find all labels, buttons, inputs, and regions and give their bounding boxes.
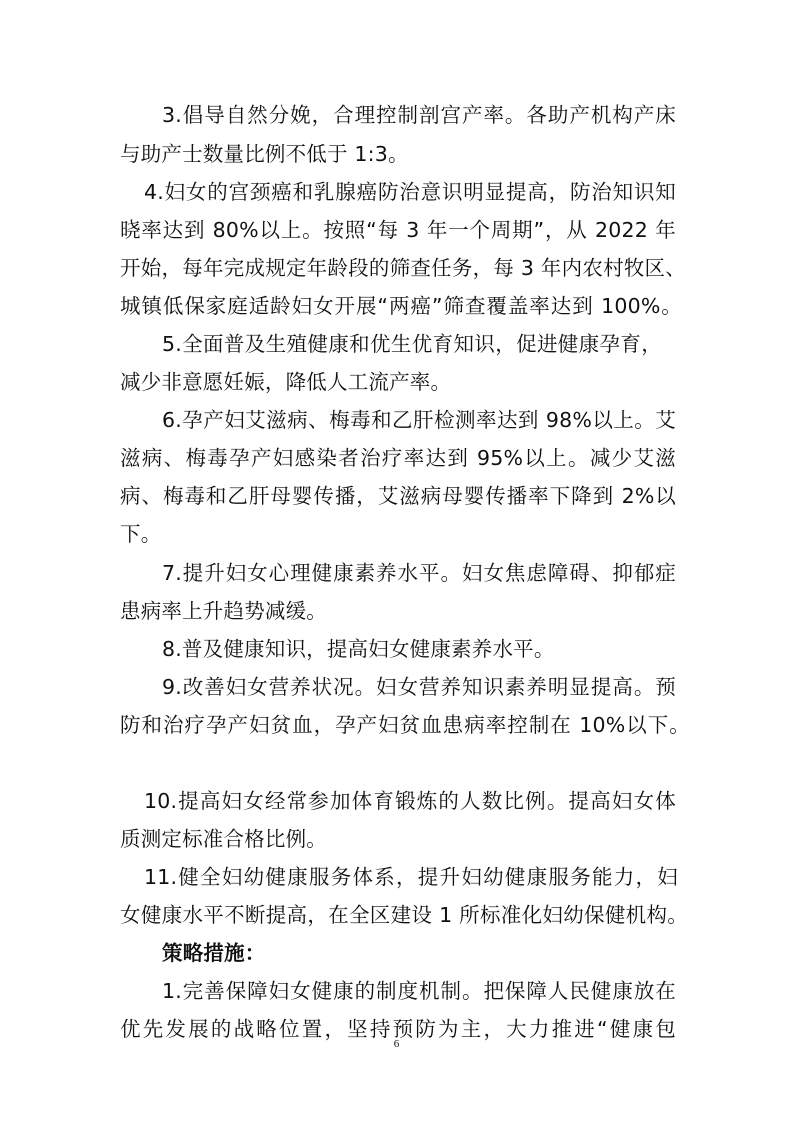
text-line-5: 开始，每年完成规定年龄段的筛查任务，每 3 年内农村牧区、 <box>120 256 686 280</box>
text-line-20: 11.健全妇幼健康服务体系，提升妇幼健康服务能力，妇 <box>144 865 678 889</box>
text-line-16: 9.改善妇女营养状况。妇女营养知识素养明显提高。预 <box>162 675 676 699</box>
text-line-9: 6.孕产妇艾滋病、梅毒和乙肝检测率达到 98%以上。艾 <box>162 408 676 432</box>
text-line-18: 10.提高妇女经常参加体育锻炼的人数比例。提高妇女体 <box>144 789 676 813</box>
text-line-13: 7.提升妇女心理健康素养水平。妇女焦虑障碍、抑郁症 <box>162 561 676 585</box>
page-number: 6 <box>393 1038 400 1050</box>
text-line-12: 下。 <box>120 522 162 546</box>
text-line-2: 与助产士数量比例不低于 1:3。 <box>120 142 409 166</box>
text-line-24: 优先发展的战略位置，坚持预防为主，大力推进“健康包 <box>120 1017 676 1041</box>
text-line-21: 女健康水平不断提高，在全区建设 1 所标准化妇幼保健机构。 <box>120 903 688 927</box>
text-line-17: 防和治疗孕产妇贫血，孕产妇贫血患病率控制在 10%以下。 <box>120 713 690 737</box>
text-line-10: 滋病、梅毒孕产妇感染者治疗率达到 95%以上。减少艾滋 <box>120 446 676 470</box>
text-line-14: 患病率上升趋势减缓。 <box>120 599 327 623</box>
text-line-1: 3.倡导自然分娩，合理控制剖宫产率。各助产机构产床 <box>162 103 676 127</box>
text-line-6: 城镇低保家庭适龄妇女开展“两癌”筛查覆盖率达到 100%。 <box>120 294 682 318</box>
text-line-15: 8.普及健康知识，提高妇女健康素养水平。 <box>162 637 555 661</box>
text-line-8: 减少非意愿妊娠，降低人工流产率。 <box>120 370 452 394</box>
text-line-19: 质测定标准合格比例。 <box>120 827 327 851</box>
text-line-3: 4.妇女的宫颈癌和乳腺癌防治意识明显提高，防治知识知 <box>144 180 676 204</box>
text-line-11: 病、梅毒和乙肝母婴传播，艾滋病母婴传播率下降到 2%以 <box>120 484 676 508</box>
section-heading: 策略措施： <box>162 941 266 965</box>
text-line-7: 5.全面普及生殖健康和优生优育知识，促进健康孕育， <box>162 332 662 356</box>
text-line-4: 晓率达到 80%以上。按照“每 3 年一个周期”，从 2022 年 <box>120 218 676 242</box>
text-line-23: 1.完善保障妇女健康的制度机制。把保障人民健康放在 <box>162 979 676 1003</box>
